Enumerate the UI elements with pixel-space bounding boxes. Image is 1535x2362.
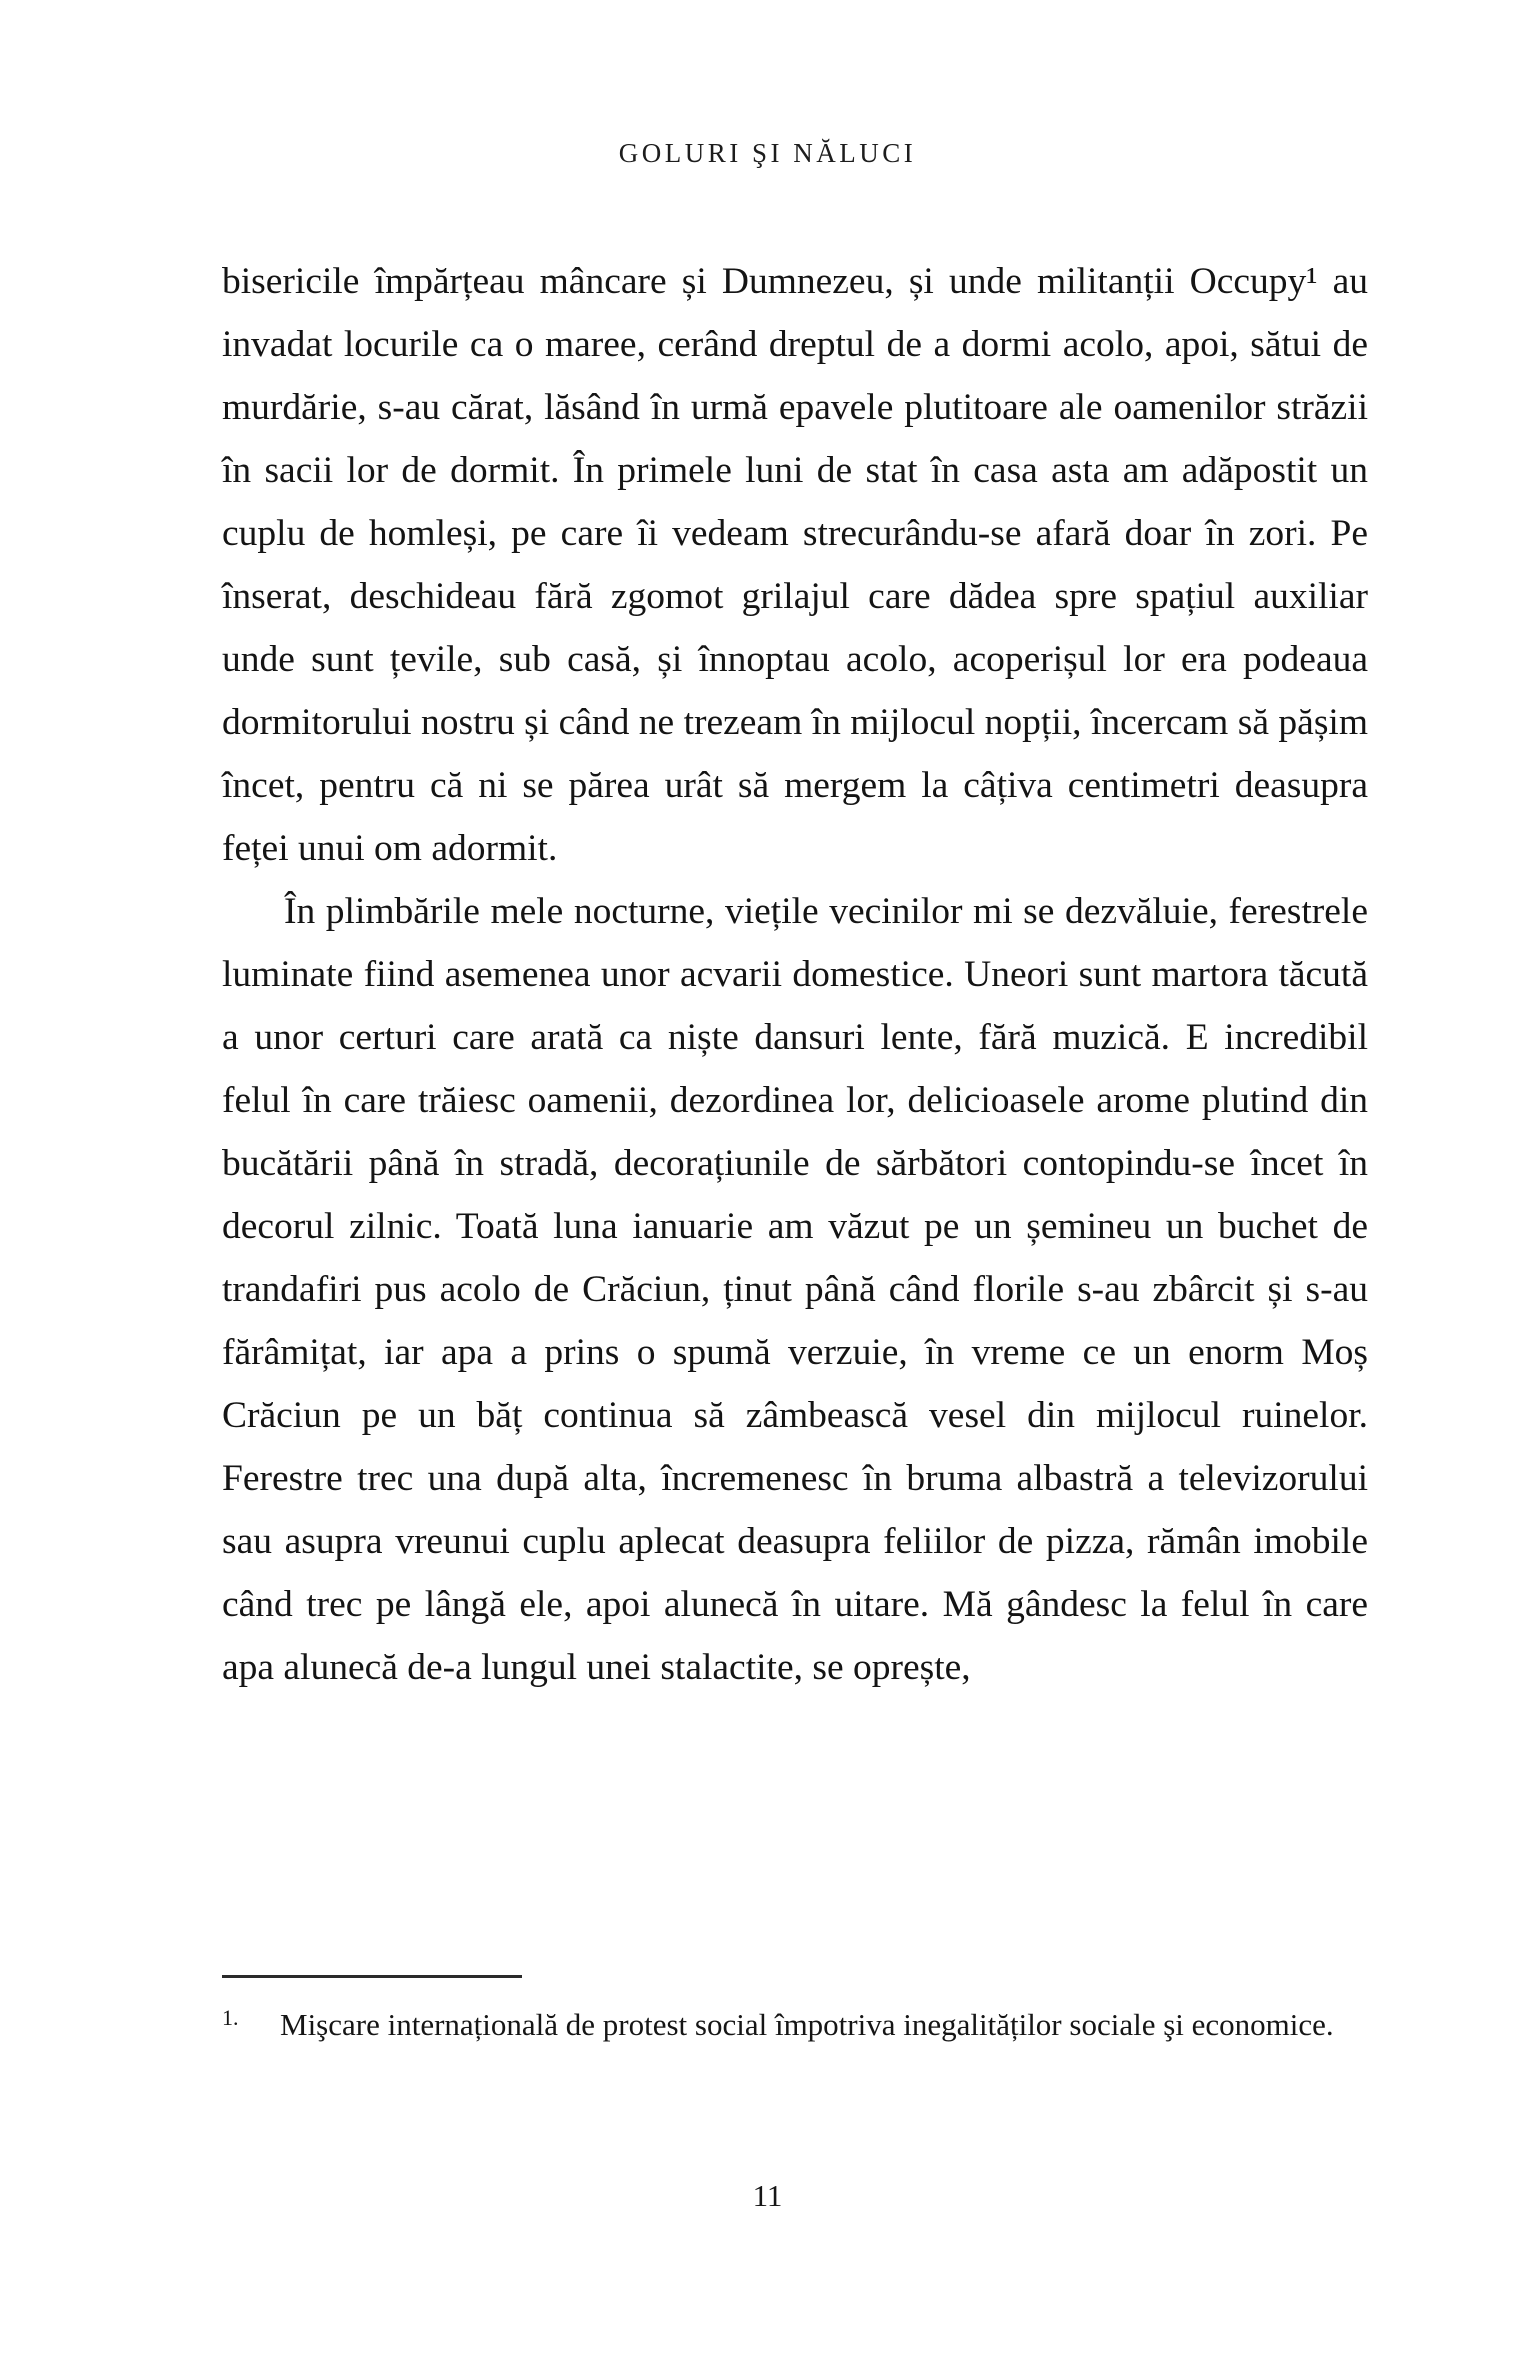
paragraph: În plimbările mele nocturne, viețile vecinilor mi se dezvăluie, ferestrele luminate fiind asemenea unor acvarii domestice. Uneori sunt martora tăcută a unor certuri care arată ca niște dansuri lente, fără muzică. E incredibil felul în care trăiesc oamenii, dezordinea lor, delicioasele arome plutind din bucătării până în stradă, decorațiunile de sărbători contopindu-se încet în decorul zilnic. Toată luna ianuarie am văzut pe un șemineu un buchet de trandafiri pus acolo de Crăciun, ținut până când florile s-au zbârcit și s-au fărâmițat, iar apa a prins o spumă verzuie, în vreme ce un enorm Moș Crăciun pe un băț continua să zâmbească vesel din mijlocul ruinelor. Ferestre trec una după alta, încremenesc în bruma albastră a televizorului sau asupra vreunui cuplu aplecat deasupra feliilor de pizza, rămân imobile când trec pe lângă ele, apoi alunecă în uitare. Mă gândesc la felul în care apa alunecă de-a lungul unei stalactite, se oprește, (222, 891, 1368, 1688)
running-header: GOLURI ŞI NĂLUCI (618, 138, 917, 168)
footnote (222, 1975, 1368, 2048)
footnote-text: Mişcare internațională de protest social împotriva inegalităților sociale şi economice. (280, 2007, 1334, 2042)
page-number: 11 (752, 2178, 783, 2213)
body-text (222, 250, 1368, 1699)
footnote-marker: 1. (222, 2005, 239, 2030)
footnote-body (222, 2002, 1368, 2048)
footnote-divider (222, 1975, 522, 1978)
paragraph: bisericile împărțeau mâncare și Dumnezeu, și unde militanții Occupy¹ au invadat locurile ca o maree, cerând dreptul de a dormi acolo, apoi, sătui de murdărie, s-au cărat, lăsând în urmă epavele plutitoare ale oamenilor străzii în sacii lor de dormit. În primele luni de stat în casa asta am adăpostit un cuplu de homleși, pe care îi vedeam strecurându-se afară doar în zori. Pe înserat, deschideau fără zgomot grilajul care dădea spre spațiul auxiliar unde sunt țevile, sub casă, și înnoptau acolo, acoperișul lor era podeaua dormitorului nostru și când ne trezeam în mijlocul nopții, încercam să pășim încet, pentru că ni se părea urât să mergem la câțiva centimetri deasupra feței unui om adormit. (222, 261, 1368, 869)
